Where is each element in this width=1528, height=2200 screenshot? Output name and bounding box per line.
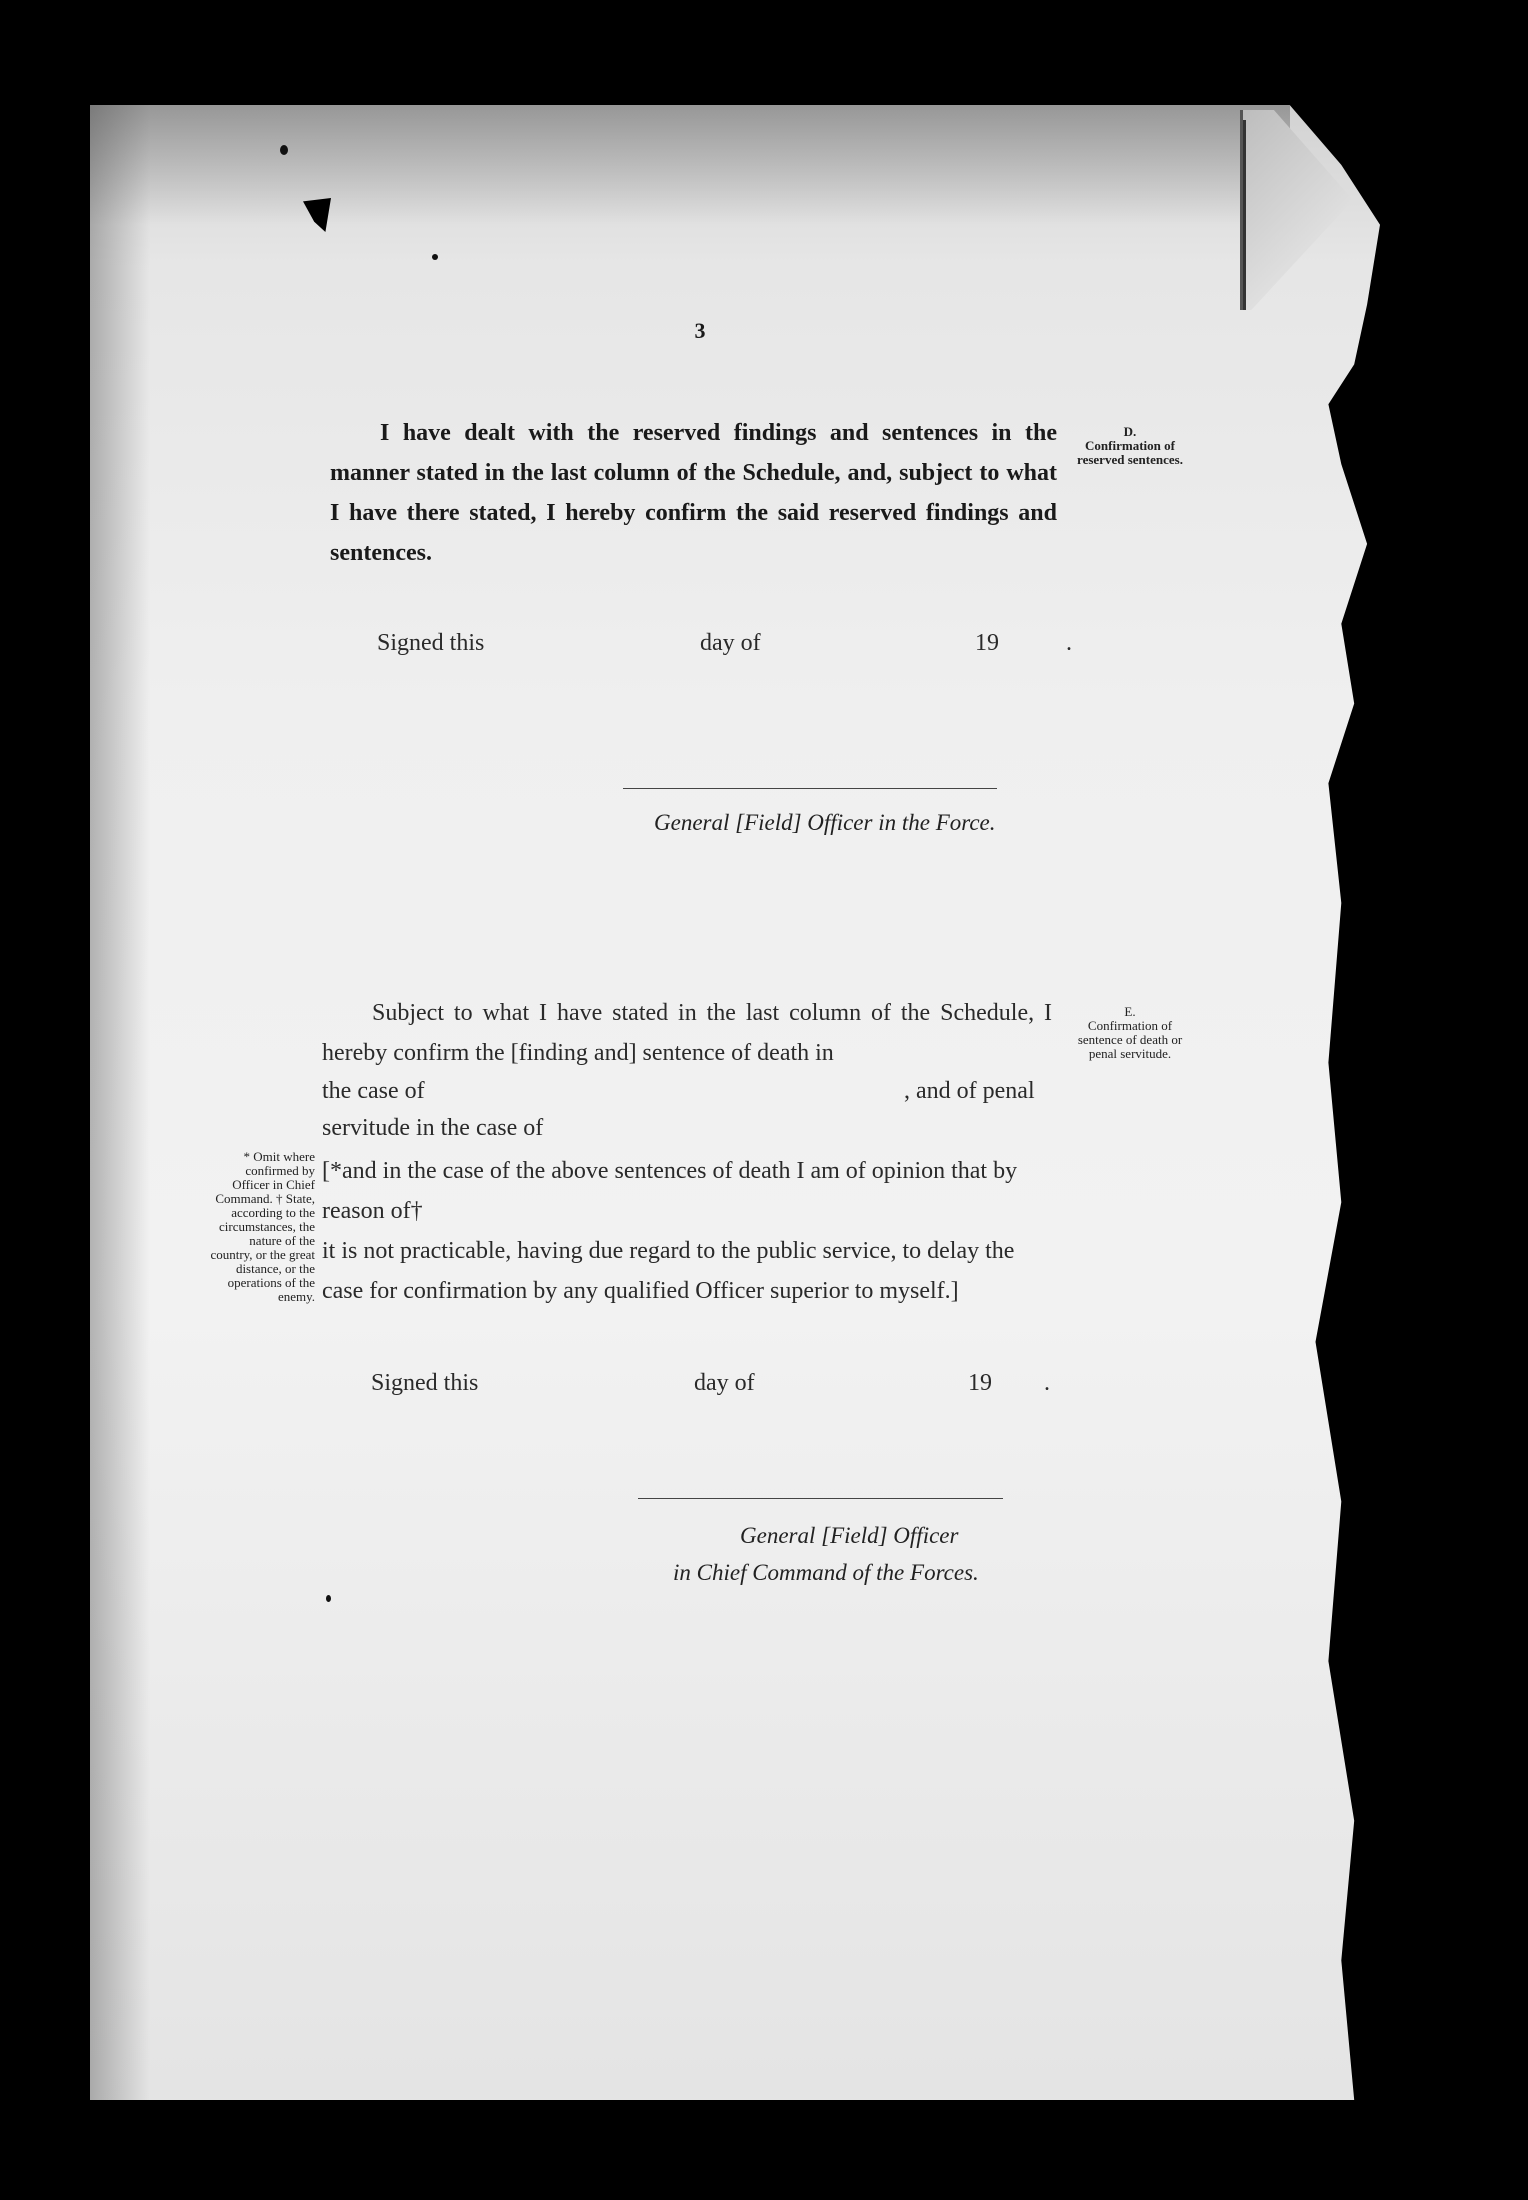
margin-title-d: Confirmation of reserved sentences. <box>1077 438 1183 467</box>
servitude-label: servitude in the case of <box>322 1115 544 1141</box>
footnote-margin-note: * Omit where confirmed by Officer in Chief Command. † State, according to the circumstances, the nature of the country, or the great distance, or the operations of the enemy. <box>210 1149 315 1304</box>
year-label-e: 19 <box>968 1370 992 1396</box>
year-end-mark-e: . <box>1044 1370 1050 1396</box>
page-number: 3 <box>694 318 706 343</box>
signature-title: General [Field] Officer in the Force. <box>654 810 996 835</box>
confirmation-death-paragraph: Subject to what I have stated in the last column of the Schedule, I hereby confirm the [finding and] sentence of death in <box>322 1000 1052 1066</box>
page-shadow-top <box>90 105 1290 225</box>
confirmation-reserved-paragraph: I have dealt with the reserved findings and sentences in the manner stated in the last column of the Schedule, and, subject to what I have there stated, I hereby confirm the said reserved findings and sentences. <box>330 420 1057 566</box>
penal-label: , and of penal <box>904 1078 1035 1104</box>
margin-letter-d: D. <box>1123 424 1137 439</box>
day-of-label: day of <box>700 630 761 656</box>
year-end-mark: . <box>1066 630 1072 656</box>
margin-note-e <box>1075 1005 1185 1061</box>
ink-speck <box>280 145 288 155</box>
opinion-paragraph <box>322 1151 1052 1311</box>
ink-speck <box>326 1595 331 1602</box>
signature-line-e <box>638 1498 1003 1499</box>
margin-title-e: Confirmation of sentence of death or penal servitude. <box>1077 1018 1183 1061</box>
opinion-text-continued: it is not practicable, having due regard to the public service, to delay the case for confirmation by any qualified Officer superior to myself.] <box>322 1238 1015 1304</box>
margin-note-d <box>1075 425 1185 467</box>
signature-title-e-line2: in Chief Command of the Forces. <box>673 1560 979 1585</box>
signed-this-label-e: Signed this <box>371 1370 479 1396</box>
page-shadow-left <box>90 105 150 2100</box>
case-of-label: the case of <box>322 1078 425 1104</box>
year-label: 19 <box>975 630 999 656</box>
opinion-text: [*and in the case of the above sentences of death I am of opinion that by reason of† <box>322 1158 1018 1224</box>
document-page <box>90 105 1380 2100</box>
fold-crease <box>1243 120 1246 310</box>
day-of-label-e: day of <box>694 1370 755 1396</box>
margin-letter-e: E. <box>1124 1004 1136 1019</box>
signed-this-label: Signed this <box>377 630 485 656</box>
signature-line <box>623 788 997 789</box>
signature-title-e-line1: General [Field] Officer <box>740 1523 959 1548</box>
ink-speck <box>432 254 438 260</box>
